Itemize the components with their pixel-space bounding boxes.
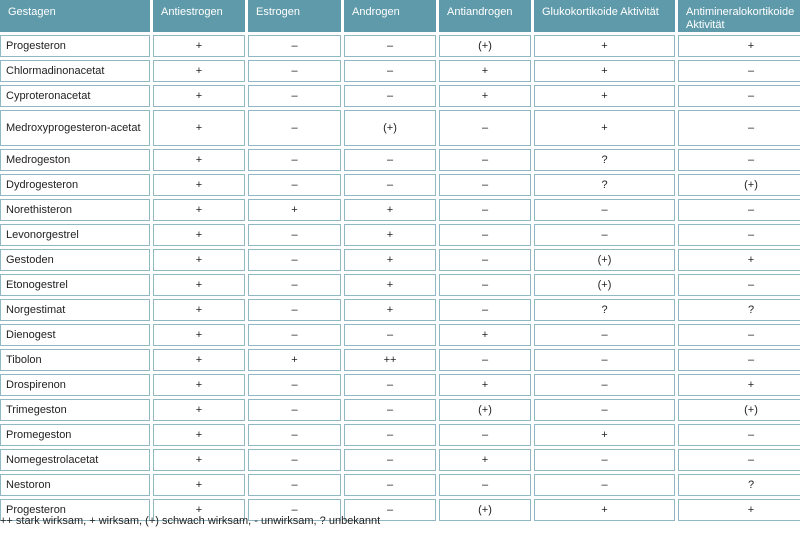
header-glukokortikoide: Glukokortikoide Aktivität [534,0,675,32]
gestagen-name-cell: Chlormadinonacetat [0,60,150,82]
activity-value-cell: + [344,299,436,321]
activity-value-cell: – [248,499,341,521]
table-row [0,299,800,321]
activity-value-cell: – [344,85,436,107]
activity-value-cell: (+) [344,110,436,146]
activity-value-cell: – [344,60,436,82]
table-row [0,149,800,171]
activity-value-cell: + [678,374,800,396]
activity-value-cell: – [439,174,531,196]
activity-value-cell: – [534,449,675,471]
activity-value-cell: – [439,474,531,496]
activity-value-cell: + [534,85,675,107]
activity-value-cell: (+) [678,174,800,196]
table-header-row [0,0,800,32]
activity-value-cell: – [534,374,675,396]
activity-value-cell: + [678,35,800,57]
activity-value-cell: + [534,499,675,521]
activity-value-cell: + [153,349,245,371]
gestagen-name-cell: Medroxyprogesteron-acetat [0,110,150,146]
gestagen-name-cell: Etonogestrel [0,274,150,296]
activity-value-cell: – [439,299,531,321]
activity-value-cell: + [248,349,341,371]
table-row [0,199,800,221]
activity-value-cell: – [344,399,436,421]
activity-value-cell: + [153,449,245,471]
activity-value-cell: – [678,424,800,446]
table-row [0,274,800,296]
activity-value-cell: + [153,174,245,196]
activity-value-cell: + [344,199,436,221]
activity-value-cell: – [439,199,531,221]
gestagen-name-cell: Progesteron [0,35,150,57]
activity-value-cell: – [678,349,800,371]
activity-value-cell: + [344,224,436,246]
activity-value-cell: + [153,474,245,496]
activity-value-cell: (+) [534,274,675,296]
activity-value-cell: – [248,299,341,321]
activity-value-cell: + [678,499,800,521]
activity-value-cell: – [678,85,800,107]
gestagen-name-cell: Promegeston [0,424,150,446]
activity-value-cell: (+) [439,499,531,521]
activity-value-cell: – [248,474,341,496]
table-row [0,60,800,82]
activity-value-cell: + [153,374,245,396]
activity-value-cell: + [439,374,531,396]
table-row [0,349,800,371]
activity-value-cell: + [153,399,245,421]
activity-value-cell: – [678,449,800,471]
activity-value-cell: – [678,110,800,146]
activity-value-cell: ++ [344,349,436,371]
table-row [0,249,800,271]
activity-value-cell: + [153,199,245,221]
activity-value-cell: – [344,499,436,521]
activity-value-cell: – [344,424,436,446]
activity-value-cell: + [153,249,245,271]
activity-value-cell: + [439,449,531,471]
header-antiestrogen: Antiestrogen [153,0,245,32]
activity-value-cell: + [344,274,436,296]
gestagen-name-cell: Trimegeston [0,399,150,421]
activity-value-cell: – [248,449,341,471]
gestagen-name-cell: Nestoron [0,474,150,496]
activity-value-cell: ? [678,299,800,321]
gestagen-name-cell: Cyproteronacetat [0,85,150,107]
activity-value-cell: – [534,199,675,221]
activity-value-cell: ? [534,299,675,321]
activity-value-cell: (+) [678,399,800,421]
activity-value-cell: + [248,199,341,221]
header-antimineralokortikoide: Antimineralokortikoide Aktivität [678,0,800,32]
activity-value-cell: – [248,249,341,271]
activity-value-cell: + [153,299,245,321]
activity-value-cell: – [439,224,531,246]
activity-value-cell: – [439,349,531,371]
activity-value-cell: ? [534,174,675,196]
header-androgen: Androgen [344,0,436,32]
activity-value-cell: + [153,149,245,171]
legend-footnote: ++ stark wirksam, + wirksam, (+) schwach wirksam, - unwirksam, ? unbekannt [0,515,381,527]
table-row [0,110,800,146]
activity-value-cell: – [344,374,436,396]
activity-value-cell: – [248,424,341,446]
activity-value-cell: + [153,85,245,107]
activity-value-cell: – [248,149,341,171]
activity-value-cell: – [344,174,436,196]
activity-value-cell: + [153,60,245,82]
activity-value-cell: + [534,424,675,446]
activity-value-cell: – [439,274,531,296]
activity-value-cell: – [248,374,341,396]
activity-value-cell: (+) [439,35,531,57]
activity-value-cell: – [344,324,436,346]
table-row [0,224,800,246]
activity-value-cell: + [678,249,800,271]
activity-value-cell: ? [534,149,675,171]
gestagen-name-cell: Norgestimat [0,299,150,321]
table-row [0,399,800,421]
activity-value-cell: – [439,110,531,146]
header-antiandrogen: Antiandrogen [439,0,531,32]
gestagen-name-cell: Dienogest [0,324,150,346]
gestagen-name-cell: Norethisteron [0,199,150,221]
activity-value-cell: – [248,110,341,146]
activity-value-cell: – [678,60,800,82]
activity-value-cell: – [248,399,341,421]
activity-value-cell: – [678,324,800,346]
table-row [0,449,800,471]
table-row [0,374,800,396]
header-gestagen: Gestagen [0,0,150,32]
activity-value-cell: – [248,324,341,346]
activity-value-cell: + [153,424,245,446]
activity-value-cell: + [534,60,675,82]
table-row [0,85,800,107]
table-body [0,35,800,521]
header-estrogen: Estrogen [248,0,341,32]
activity-value-cell: + [153,324,245,346]
activity-value-cell: – [678,149,800,171]
activity-value-cell: + [153,274,245,296]
activity-value-cell: – [534,349,675,371]
gestagen-name-cell: Dydrogesteron [0,174,150,196]
activity-value-cell: – [534,399,675,421]
activity-value-cell: – [344,474,436,496]
gestagen-name-cell: Gestoden [0,249,150,271]
activity-value-cell: + [153,35,245,57]
gestagen-name-cell: Progesteron [0,499,150,521]
activity-value-cell: – [439,249,531,271]
activity-value-cell: + [534,110,675,146]
activity-value-cell: – [439,424,531,446]
gestagen-name-cell: Tibolon [0,349,150,371]
activity-value-cell: – [248,60,341,82]
activity-value-cell: + [153,224,245,246]
activity-value-cell: + [439,324,531,346]
activity-value-cell: + [153,110,245,146]
activity-value-cell: – [344,35,436,57]
gestagen-name-cell: Medrogeston [0,149,150,171]
activity-value-cell: + [534,35,675,57]
activity-value-cell: – [534,474,675,496]
table-row [0,35,800,57]
activity-value-cell: – [678,199,800,221]
gestagen-name-cell: Drospirenon [0,374,150,396]
activity-value-cell: – [678,224,800,246]
activity-value-cell: – [534,224,675,246]
activity-value-cell: – [678,274,800,296]
activity-value-cell: (+) [534,249,675,271]
activity-value-cell: – [439,149,531,171]
table-row [0,474,800,496]
table-row [0,324,800,346]
activity-value-cell: – [248,85,341,107]
activity-value-cell: + [153,499,245,521]
activity-value-cell: + [439,60,531,82]
activity-value-cell: + [439,85,531,107]
activity-value-cell: + [344,249,436,271]
activity-value-cell: – [344,449,436,471]
gestagen-name-cell: Nomegestrolacetat [0,449,150,471]
activity-value-cell: – [248,35,341,57]
activity-value-cell: – [248,274,341,296]
table-row [0,424,800,446]
activity-value-cell: – [344,149,436,171]
activity-value-cell: ? [678,474,800,496]
activity-value-cell: (+) [439,399,531,421]
activity-value-cell: – [534,324,675,346]
activity-value-cell: – [248,224,341,246]
activity-value-cell: – [248,174,341,196]
table-row [0,174,800,196]
gestagen-name-cell: Levonorgestrel [0,224,150,246]
